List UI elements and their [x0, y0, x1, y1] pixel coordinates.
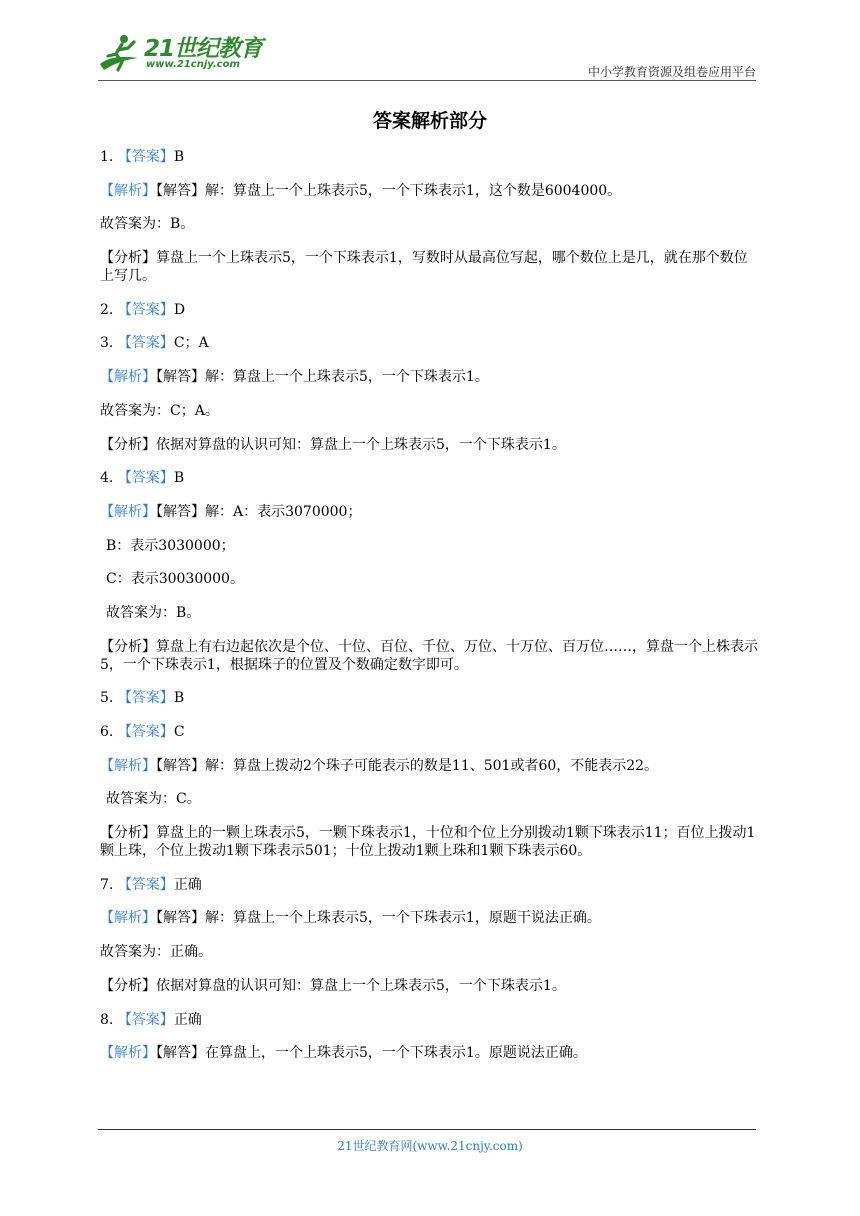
answer-line	[100, 215, 760, 233]
answer-line	[100, 909, 760, 927]
answer-line	[100, 469, 760, 487]
label-tag: 【解析】	[100, 910, 156, 927]
answer-line	[100, 790, 760, 808]
question-number: 2.	[100, 301, 118, 318]
line-text: C；A	[173, 335, 209, 352]
answer-line	[100, 876, 760, 894]
question-number: 4.	[100, 470, 118, 487]
label-tag: 【答案】	[117, 1011, 174, 1028]
question-number: 8.	[100, 1011, 118, 1028]
line-text: C	[173, 724, 185, 740]
answer-line	[100, 1044, 760, 1062]
answer-line	[100, 537, 760, 555]
label-tag: 【答案】	[117, 470, 174, 487]
question-number: 5.	[100, 690, 118, 707]
answer-line	[100, 757, 760, 775]
header-divider	[98, 80, 756, 81]
label-tag: 【答案】	[117, 149, 174, 165]
footer-divider	[98, 1129, 756, 1130]
answer-line	[100, 182, 760, 200]
line-text: 【解答】解：算盘上一个上珠表示5，一个下珠表示1。	[156, 369, 489, 386]
label-tag: 【解析】	[100, 1045, 156, 1062]
line-text: 故答案为：C；A。	[100, 402, 219, 419]
answer-line	[100, 402, 760, 420]
line-text: B：表示3030000；	[106, 537, 235, 554]
answer-line	[100, 368, 760, 386]
answer-line	[100, 436, 760, 454]
answer-line	[100, 824, 760, 860]
line-text: 【分析】算盘上有右边起依次是个位、十位、百位、千位、万位、十万位、百万位……，算盘一个上株表示5，一个下珠表示1，根据珠子的位置及个数确定数字即可。	[100, 638, 758, 673]
line-text: 故答案为：正确。	[100, 944, 212, 961]
line-text: 【解答】解：算盘上一个上珠表示5，一个下珠表示1，这个数是6004000。	[156, 182, 622, 199]
line-text: C：表示30030000。	[106, 571, 244, 588]
site-logo	[98, 32, 268, 74]
logo-url: www.21cnjy.com	[146, 59, 240, 70]
answer-line	[100, 638, 760, 674]
answer-line	[100, 689, 760, 707]
label-tag: 【解析】	[100, 182, 156, 199]
line-text: 故答案为：B。	[106, 604, 201, 621]
question-number: 1.	[100, 149, 118, 165]
logo-text: 21世纪教育	[144, 36, 263, 62]
line-text: 【分析】算盘上的一颗上珠表示5，一颗下珠表示1，十位和个位上分别拨动1颗下珠表示11；百位上拨动1颗上珠，个位上拨动1颗下珠表示501；十位上拨动1颗上珠和1颗下珠表示60。	[100, 825, 756, 860]
answer-line	[100, 943, 760, 961]
answer-line	[100, 334, 760, 352]
answer-line	[100, 148, 760, 166]
label-tag: 【解析】	[100, 503, 156, 520]
platform-name: 中小学教育资源及组卷应用平台	[587, 65, 756, 79]
answer-line	[100, 1011, 760, 1029]
answer-line	[100, 503, 760, 521]
line-text: 【分析】依据对算盘的认识可知：算盘上一个上珠表示5，一个下珠表示1。	[100, 436, 566, 453]
answer-line	[100, 723, 760, 741]
answer-line	[100, 977, 760, 995]
label-tag: 【答案】	[117, 876, 174, 893]
answer-content	[100, 148, 760, 1078]
line-text: 【解答】解：算盘上一个上珠表示5，一个下珠表示1，原题干说法正确。	[156, 910, 601, 927]
line-text: 【解答】在算盘上，一个上珠表示5，一个下珠表示1。原题说法正确。	[156, 1045, 587, 1062]
line-text: 故答案为：C。	[106, 791, 201, 808]
label-tag: 【解析】	[100, 757, 156, 774]
label-tag: 【答案】	[117, 724, 174, 740]
runner-icon	[98, 32, 144, 74]
line-text: 【解答】解：A：表示3070000；	[156, 503, 362, 520]
label-tag: 【答案】	[117, 301, 174, 318]
line-text: 正确	[173, 1011, 202, 1028]
line-text: 正确	[173, 876, 202, 893]
line-text: 【分析】依据对算盘的认识可知：算盘上一个上珠表示5，一个下珠表示1。	[100, 977, 566, 994]
answer-line	[100, 249, 760, 285]
line-text: 故答案为：B。	[100, 216, 195, 233]
label-tag: 【答案】	[117, 335, 174, 352]
answer-line	[100, 604, 760, 622]
line-text: B	[173, 149, 185, 165]
answer-line	[100, 301, 760, 319]
page-header	[98, 30, 756, 80]
line-text: 【解答】解：算盘上拨动2个珠子可能表示的数是11、501或者60，不能表示22。	[156, 757, 659, 774]
question-number: 7.	[100, 876, 118, 893]
label-tag: 【答案】	[117, 690, 174, 707]
line-text: 【分析】算盘上一个上珠表示5，一个下珠表示1，写数时从最高位写起，哪个数位上是几，就在那个数位上写几。	[100, 250, 748, 285]
footer-source: 21世纪教育网(www.21cnjy.com)	[337, 1139, 523, 1153]
line-text: B	[173, 690, 185, 707]
question-number: 3.	[100, 335, 118, 352]
question-number: 6.	[100, 724, 118, 740]
line-text: D	[173, 301, 186, 318]
line-text: B	[173, 470, 185, 487]
page-title: 答案解析部分	[372, 110, 487, 132]
answer-line	[100, 570, 760, 588]
label-tag: 【解析】	[100, 369, 156, 386]
